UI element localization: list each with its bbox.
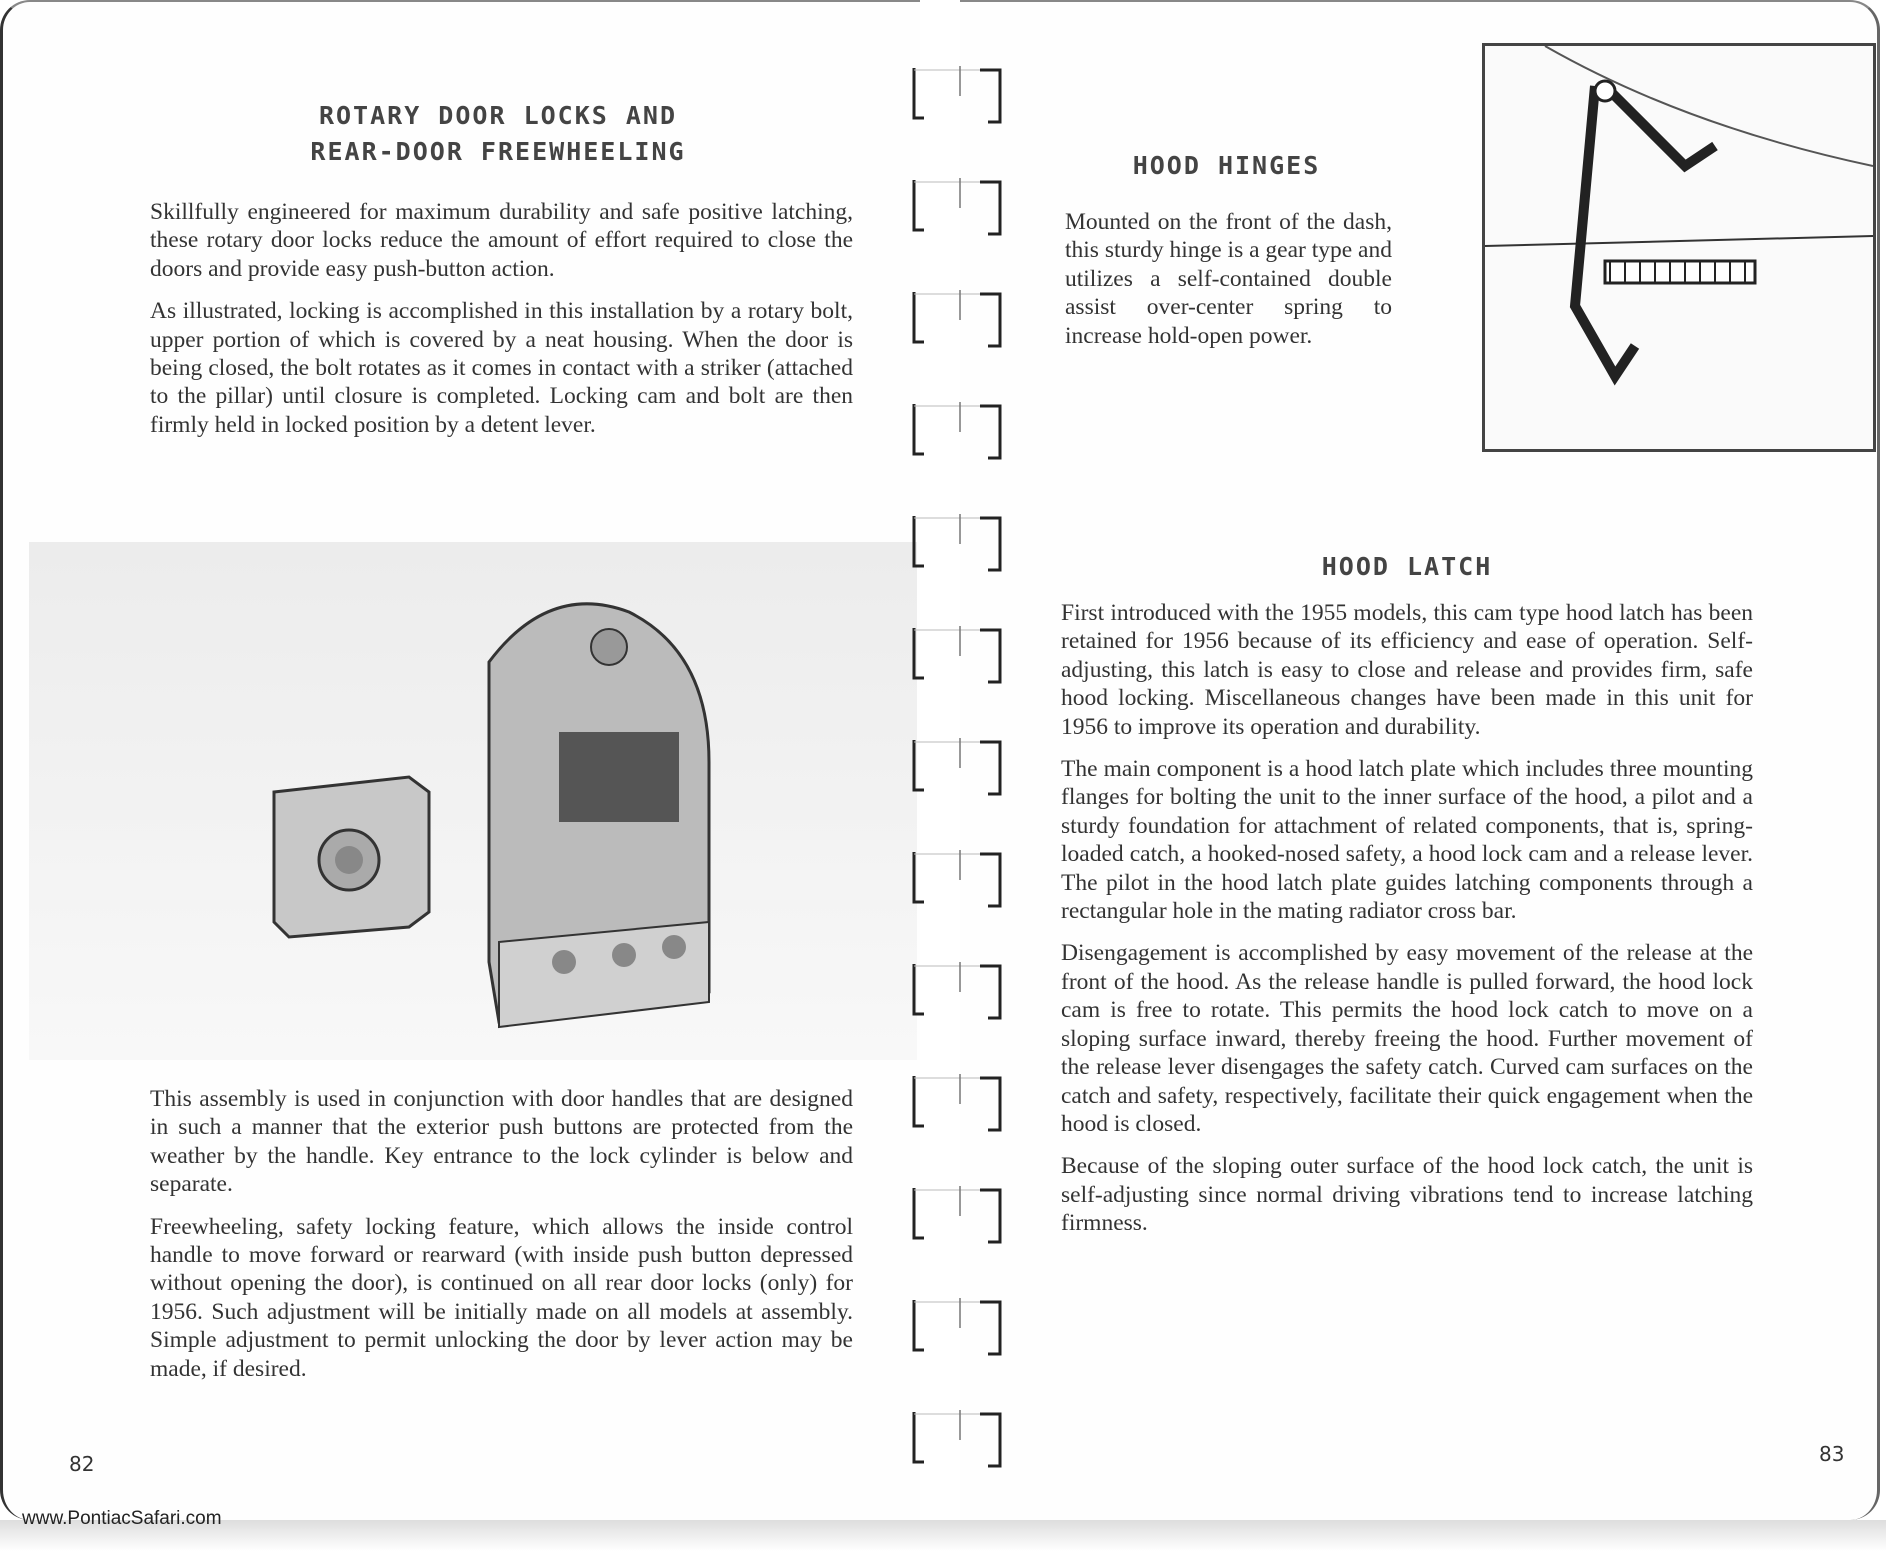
hood-hinges-text — [1065, 208, 1392, 364]
heading-line: REAR-DOOR FREEWHEELING — [310, 137, 686, 166]
page-number: 83 — [1819, 1442, 1845, 1466]
hood-hinges-heading: HOOD HINGES — [1132, 151, 1321, 180]
paragraph: Disengagement is accomplished by easy movement of the release at the front of the hood. As the release handle is pulled forward, the hood lock cam is free to rotate. This permits the hood lock catch to move on a sloping surface inward, thereby freeing the hood. Further movement of the release lever disengages the safety catch. Curved cam surfaces on the catch and safety, respectively, facilitate their quick engagement when the hood is closed. — [1061, 940, 1753, 1137]
page-number: 82 — [69, 1452, 95, 1476]
paragraph: This assembly is used in conjunction with door handles that are designed in such a manner that the exterior push buttons are protected from the weather by the handle. Key entrance to the lock cylinder is below and separate. — [150, 1086, 853, 1198]
rotary-door-locks-heading — [203, 98, 793, 170]
website-watermark: www.PontiacSafari.com — [22, 1508, 222, 1529]
spiral-loop — [912, 1298, 1004, 1356]
heading-line: ROTARY DOOR LOCKS AND — [318, 101, 678, 130]
spiral-loop — [912, 1074, 1004, 1132]
paragraph: Because of the sloping outer surface of the hood lock catch, the unit is self-adjusting since normal driving vibrations tend to increase latching firmness. — [1061, 1153, 1753, 1237]
spiral-loop — [912, 178, 1004, 236]
spiral-loop — [912, 738, 1004, 796]
hood-latch-heading: HOOD LATCH — [1321, 552, 1493, 581]
spiral-loop — [912, 962, 1004, 1020]
paragraph: First introduced with the 1955 models, this cam type hood latch has been retained for 1956 because of its efficiency and ease of operation. Self-adjusting, this latch is easy to close and release and provides firm, safe hood locking. Miscellaneous changes have been made in this unit for 1956 to improve its operation and durability. — [1061, 600, 1753, 740]
paragraph: The main component is a hood latch plate which includes three mounting flanges for bolting the unit to the inner surface of the hood, a pilot and a sturdy foundation for attachment of related components, that is, spring-loaded catch, a hooked-nosed safety, a hood lock cam and a release lever. The pilot in the hood latch plate guides latching components through a rectangular hole in the mating radiator cross bar. — [1061, 756, 1753, 925]
hood-latch-text — [1061, 599, 1753, 1252]
paragraph: Freewheeling, safety locking feature, which allows the inside control handle to move forward or rearward (with inside push button depressed without opening the door), is continued on all rear door locks (only) for 1956. Such adjustment will be initially made on all models at assembly. Simple adjustment to permit unlocking the door by lever action may be made, if desired. — [150, 1213, 853, 1382]
left-page — [0, 0, 920, 1520]
hood-hinge-illustration — [1482, 43, 1876, 452]
spiral-loop — [912, 850, 1004, 908]
paragraph: As illustrated, locking is accomplished in this installation by a rotary bolt, upper portion of which is covered by a neat housing. When the door is being closed, the bolt rotates as it comes in contact with a striker (attached to the pillar) until closure is completed. Locking cam and bolt are then firmly held in locked position by a detent lever. — [150, 298, 853, 438]
spiral-loop — [912, 514, 1004, 572]
assembly-text — [150, 1085, 853, 1397]
spiral-loop — [912, 626, 1004, 684]
spiral-loop — [912, 1410, 1004, 1468]
paragraph: Skillfully engineered for maximum durability and safe positive latching, these rotary door locks reduce the amount of effort required to close the doors and provide easy push-button action. — [150, 199, 853, 282]
paragraph: Mounted on the front of the dash, this sturdy hinge is a gear type and utilizes a self-contained double assist over-center spring to increase hold-open power. — [1065, 209, 1392, 349]
spiral-loop — [912, 1186, 1004, 1244]
door-lock-illustration — [29, 542, 917, 1060]
spiral-loop — [912, 402, 1004, 460]
intro-text — [150, 198, 853, 453]
spiral-loop — [912, 290, 1004, 348]
spiral-loop — [912, 66, 1004, 124]
page-edge — [0, 1520, 1886, 1551]
